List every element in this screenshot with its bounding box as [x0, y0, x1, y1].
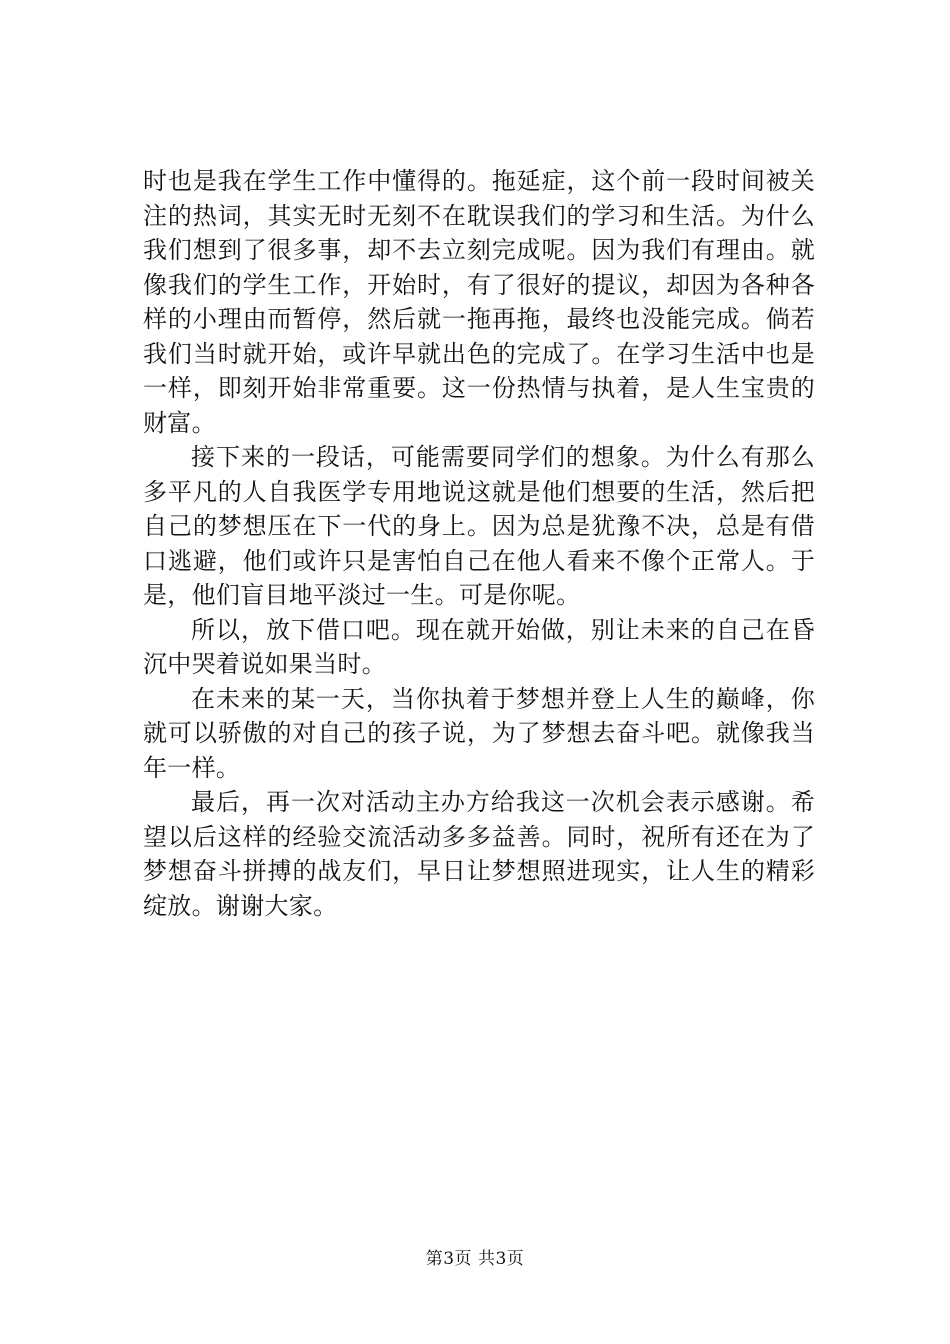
paragraph: 在未来的某一天，当你执着于梦想并登上人生的巅峰，你就可以骄傲的对自己的孩子说，为了梦想去奋斗吧。就像我当年一样。	[143, 684, 815, 782]
paragraph-continuation: 时也是我在学生工作中懂得的。拖延症，这个前一段时间被关注的热词，其实无时无刻不在耽误我们的学习和生活。为什么我们想到了很多事，却不去立刻完成呢。因为我们有理由。就像我们的学生工作，开始时，有了很好的提议，却因为各种各样的小理由而暂停，然后就一拖再拖，最终也没能完成。倘若我们当时就开始，或许早就出色的完成了。在学习生活中也是一样，即刻开始非常重要。这一份热情与执着，是人生宝贵的财富。	[143, 167, 815, 437]
paragraph: 最后，再一次对活动主办方给我这一次机会表示感谢。希望以后这样的经验交流活动多多益善。同时，祝所有还在为了梦想奋斗拼搏的战友们，早日让梦想照进现实，让人生的精彩绽放。谢谢大家。	[143, 788, 815, 920]
page-footer	[0, 1244, 950, 1269]
paragraph: 接下来的一段话，可能需要同学们的想象。为什么有那么多平凡的人自我医学专用地说这就是他们想要的生活，然后把自己的梦想压在下一代的身上。因为总是犹豫不决，总是有借口逃避，他们或许只是害怕自己在他人看来不像个正常人。于是，他们盲目地平淡过一生。可是你呢。	[143, 443, 815, 609]
paragraph: 所以，放下借口吧。现在就开始做，别让未来的自己在昏沉中哭着说如果当时。	[143, 615, 815, 678]
page-number-label: 第3页 共3页	[425, 1249, 525, 1269]
document-body	[143, 164, 815, 923]
